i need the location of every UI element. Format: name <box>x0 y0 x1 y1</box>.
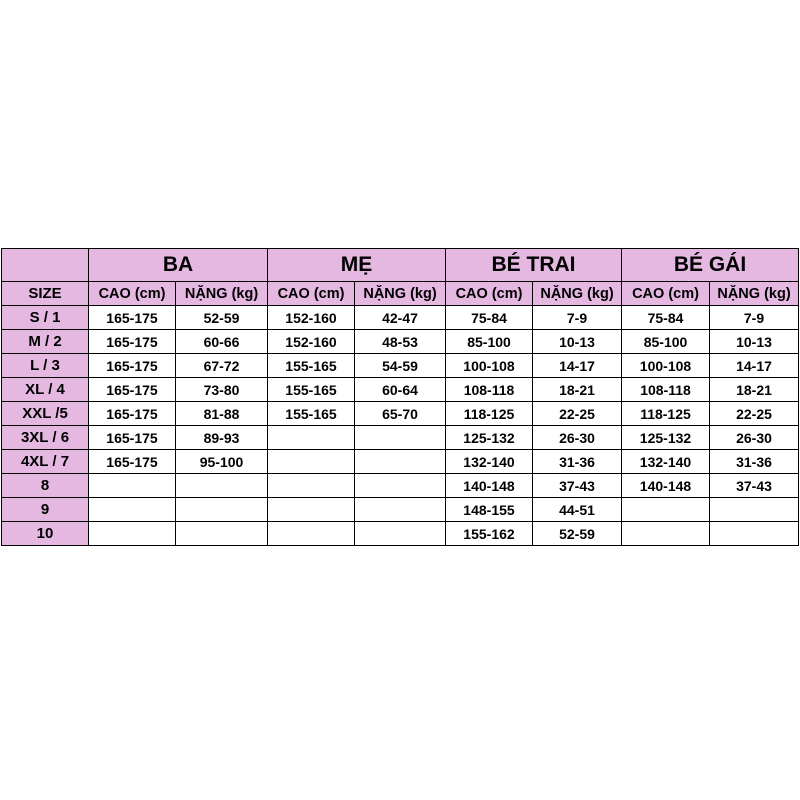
be-trai-cao-cell: 132-140 <box>446 450 533 474</box>
be-gai-cao-cell: 85-100 <box>622 330 710 354</box>
me-nang-cell: 65-70 <box>355 402 446 426</box>
ba-cao-cell <box>89 522 176 546</box>
table-row <box>2 330 799 354</box>
ba-cao-cell: 165-175 <box>89 378 176 402</box>
size-cell: 3XL / 6 <box>2 426 89 450</box>
be-gai-cao-cell <box>622 498 710 522</box>
be-gai-cao-cell: 132-140 <box>622 450 710 474</box>
be-gai-nang-cell <box>710 522 799 546</box>
me-cao-cell: 155-165 <box>268 402 355 426</box>
be-trai-nang-cell: 37-43 <box>533 474 622 498</box>
be-gai-nang-cell: 7-9 <box>710 306 799 330</box>
corner-cell <box>2 249 89 282</box>
ba-cao-cell <box>89 474 176 498</box>
ba-nang-cell: 67-72 <box>176 354 268 378</box>
ba-nang-cell: 60-66 <box>176 330 268 354</box>
size-cell: 10 <box>2 522 89 546</box>
me-nang-cell <box>355 450 446 474</box>
group-header-be-trai: BÉ TRAI <box>446 249 622 282</box>
me-nang-cell <box>355 498 446 522</box>
me-cao-cell <box>268 450 355 474</box>
be-gai-nang-cell: 22-25 <box>710 402 799 426</box>
size-cell: S / 1 <box>2 306 89 330</box>
be-gai-cao-cell: 140-148 <box>622 474 710 498</box>
be-trai-cao-cell: 118-125 <box>446 402 533 426</box>
table-row <box>2 402 799 426</box>
be-gai-nang-cell: 37-43 <box>710 474 799 498</box>
me-nang-cell <box>355 474 446 498</box>
me-cao-cell: 155-165 <box>268 354 355 378</box>
table-row <box>2 474 799 498</box>
ba-nang-cell: 81-88 <box>176 402 268 426</box>
ba-nang-cell: 52-59 <box>176 306 268 330</box>
be-trai-cao-cell: 85-100 <box>446 330 533 354</box>
ba-cao-cell: 165-175 <box>89 354 176 378</box>
size-cell: 8 <box>2 474 89 498</box>
be-gai-nang-cell: 31-36 <box>710 450 799 474</box>
table-row <box>2 354 799 378</box>
size-chart-table <box>1 248 799 546</box>
me-nang-cell <box>355 522 446 546</box>
me-cao-cell: 155-165 <box>268 378 355 402</box>
be-gai-nang-cell: 18-21 <box>710 378 799 402</box>
be-trai-nang-cell: 31-36 <box>533 450 622 474</box>
be-gai-cao-cell: 108-118 <box>622 378 710 402</box>
be-gai-cao-cell <box>622 522 710 546</box>
be-trai-cao-cell: 108-118 <box>446 378 533 402</box>
be-trai-nang-cell: 22-25 <box>533 402 622 426</box>
be-gai-cao-cell: 125-132 <box>622 426 710 450</box>
be-gai-nang-cell: 14-17 <box>710 354 799 378</box>
be-trai-cao-header: CAO (cm) <box>446 282 533 306</box>
be-trai-nang-header: NẶNG (kg) <box>533 282 622 306</box>
be-trai-cao-cell: 155-162 <box>446 522 533 546</box>
table-row <box>2 426 799 450</box>
me-nang-header: NẶNG (kg) <box>355 282 446 306</box>
group-header-row <box>2 249 799 282</box>
ba-cao-header: CAO (cm) <box>89 282 176 306</box>
ba-cao-cell: 165-175 <box>89 402 176 426</box>
be-trai-nang-cell: 18-21 <box>533 378 622 402</box>
ba-nang-cell <box>176 474 268 498</box>
group-header-ba: BA <box>89 249 268 282</box>
be-trai-nang-cell: 10-13 <box>533 330 622 354</box>
be-trai-nang-cell: 26-30 <box>533 426 622 450</box>
ba-nang-cell: 73-80 <box>176 378 268 402</box>
size-cell: XXL /5 <box>2 402 89 426</box>
ba-nang-cell: 89-93 <box>176 426 268 450</box>
me-nang-cell <box>355 426 446 450</box>
be-gai-nang-header: NẶNG (kg) <box>710 282 799 306</box>
ba-nang-cell <box>176 498 268 522</box>
ba-cao-cell: 165-175 <box>89 306 176 330</box>
me-nang-cell: 60-64 <box>355 378 446 402</box>
me-cao-cell <box>268 426 355 450</box>
be-gai-cao-cell: 75-84 <box>622 306 710 330</box>
be-gai-cao-cell: 100-108 <box>622 354 710 378</box>
ba-cao-cell: 165-175 <box>89 450 176 474</box>
me-cao-cell: 152-160 <box>268 306 355 330</box>
table-row <box>2 522 799 546</box>
size-cell: M / 2 <box>2 330 89 354</box>
be-gai-cao-header: CAO (cm) <box>622 282 710 306</box>
size-cell: 9 <box>2 498 89 522</box>
size-cell: 4XL / 7 <box>2 450 89 474</box>
be-trai-nang-cell: 7-9 <box>533 306 622 330</box>
be-trai-nang-cell: 44-51 <box>533 498 622 522</box>
me-nang-cell: 48-53 <box>355 330 446 354</box>
size-cell: XL / 4 <box>2 378 89 402</box>
me-nang-cell: 54-59 <box>355 354 446 378</box>
sub-header-row <box>2 282 799 306</box>
size-header: SIZE <box>2 282 89 306</box>
table-row <box>2 450 799 474</box>
me-cao-cell: 152-160 <box>268 330 355 354</box>
table-row <box>2 498 799 522</box>
me-cao-cell <box>268 474 355 498</box>
be-trai-cao-cell: 100-108 <box>446 354 533 378</box>
be-trai-cao-cell: 148-155 <box>446 498 533 522</box>
be-trai-cao-cell: 140-148 <box>446 474 533 498</box>
be-gai-nang-cell: 10-13 <box>710 330 799 354</box>
be-trai-cao-cell: 75-84 <box>446 306 533 330</box>
group-header-me: MẸ <box>268 249 446 282</box>
me-cao-header: CAO (cm) <box>268 282 355 306</box>
table-row <box>2 306 799 330</box>
table-row <box>2 378 799 402</box>
be-gai-cao-cell: 118-125 <box>622 402 710 426</box>
size-cell: L / 3 <box>2 354 89 378</box>
ba-nang-cell: 95-100 <box>176 450 268 474</box>
be-gai-nang-cell <box>710 498 799 522</box>
ba-nang-header: NẶNG (kg) <box>176 282 268 306</box>
me-nang-cell: 42-47 <box>355 306 446 330</box>
me-cao-cell <box>268 498 355 522</box>
be-trai-nang-cell: 14-17 <box>533 354 622 378</box>
be-trai-nang-cell: 52-59 <box>533 522 622 546</box>
be-gai-nang-cell: 26-30 <box>710 426 799 450</box>
ba-cao-cell <box>89 498 176 522</box>
be-trai-cao-cell: 125-132 <box>446 426 533 450</box>
ba-nang-cell <box>176 522 268 546</box>
me-cao-cell <box>268 522 355 546</box>
ba-cao-cell: 165-175 <box>89 426 176 450</box>
ba-cao-cell: 165-175 <box>89 330 176 354</box>
group-header-be-gai: BÉ GÁI <box>622 249 799 282</box>
